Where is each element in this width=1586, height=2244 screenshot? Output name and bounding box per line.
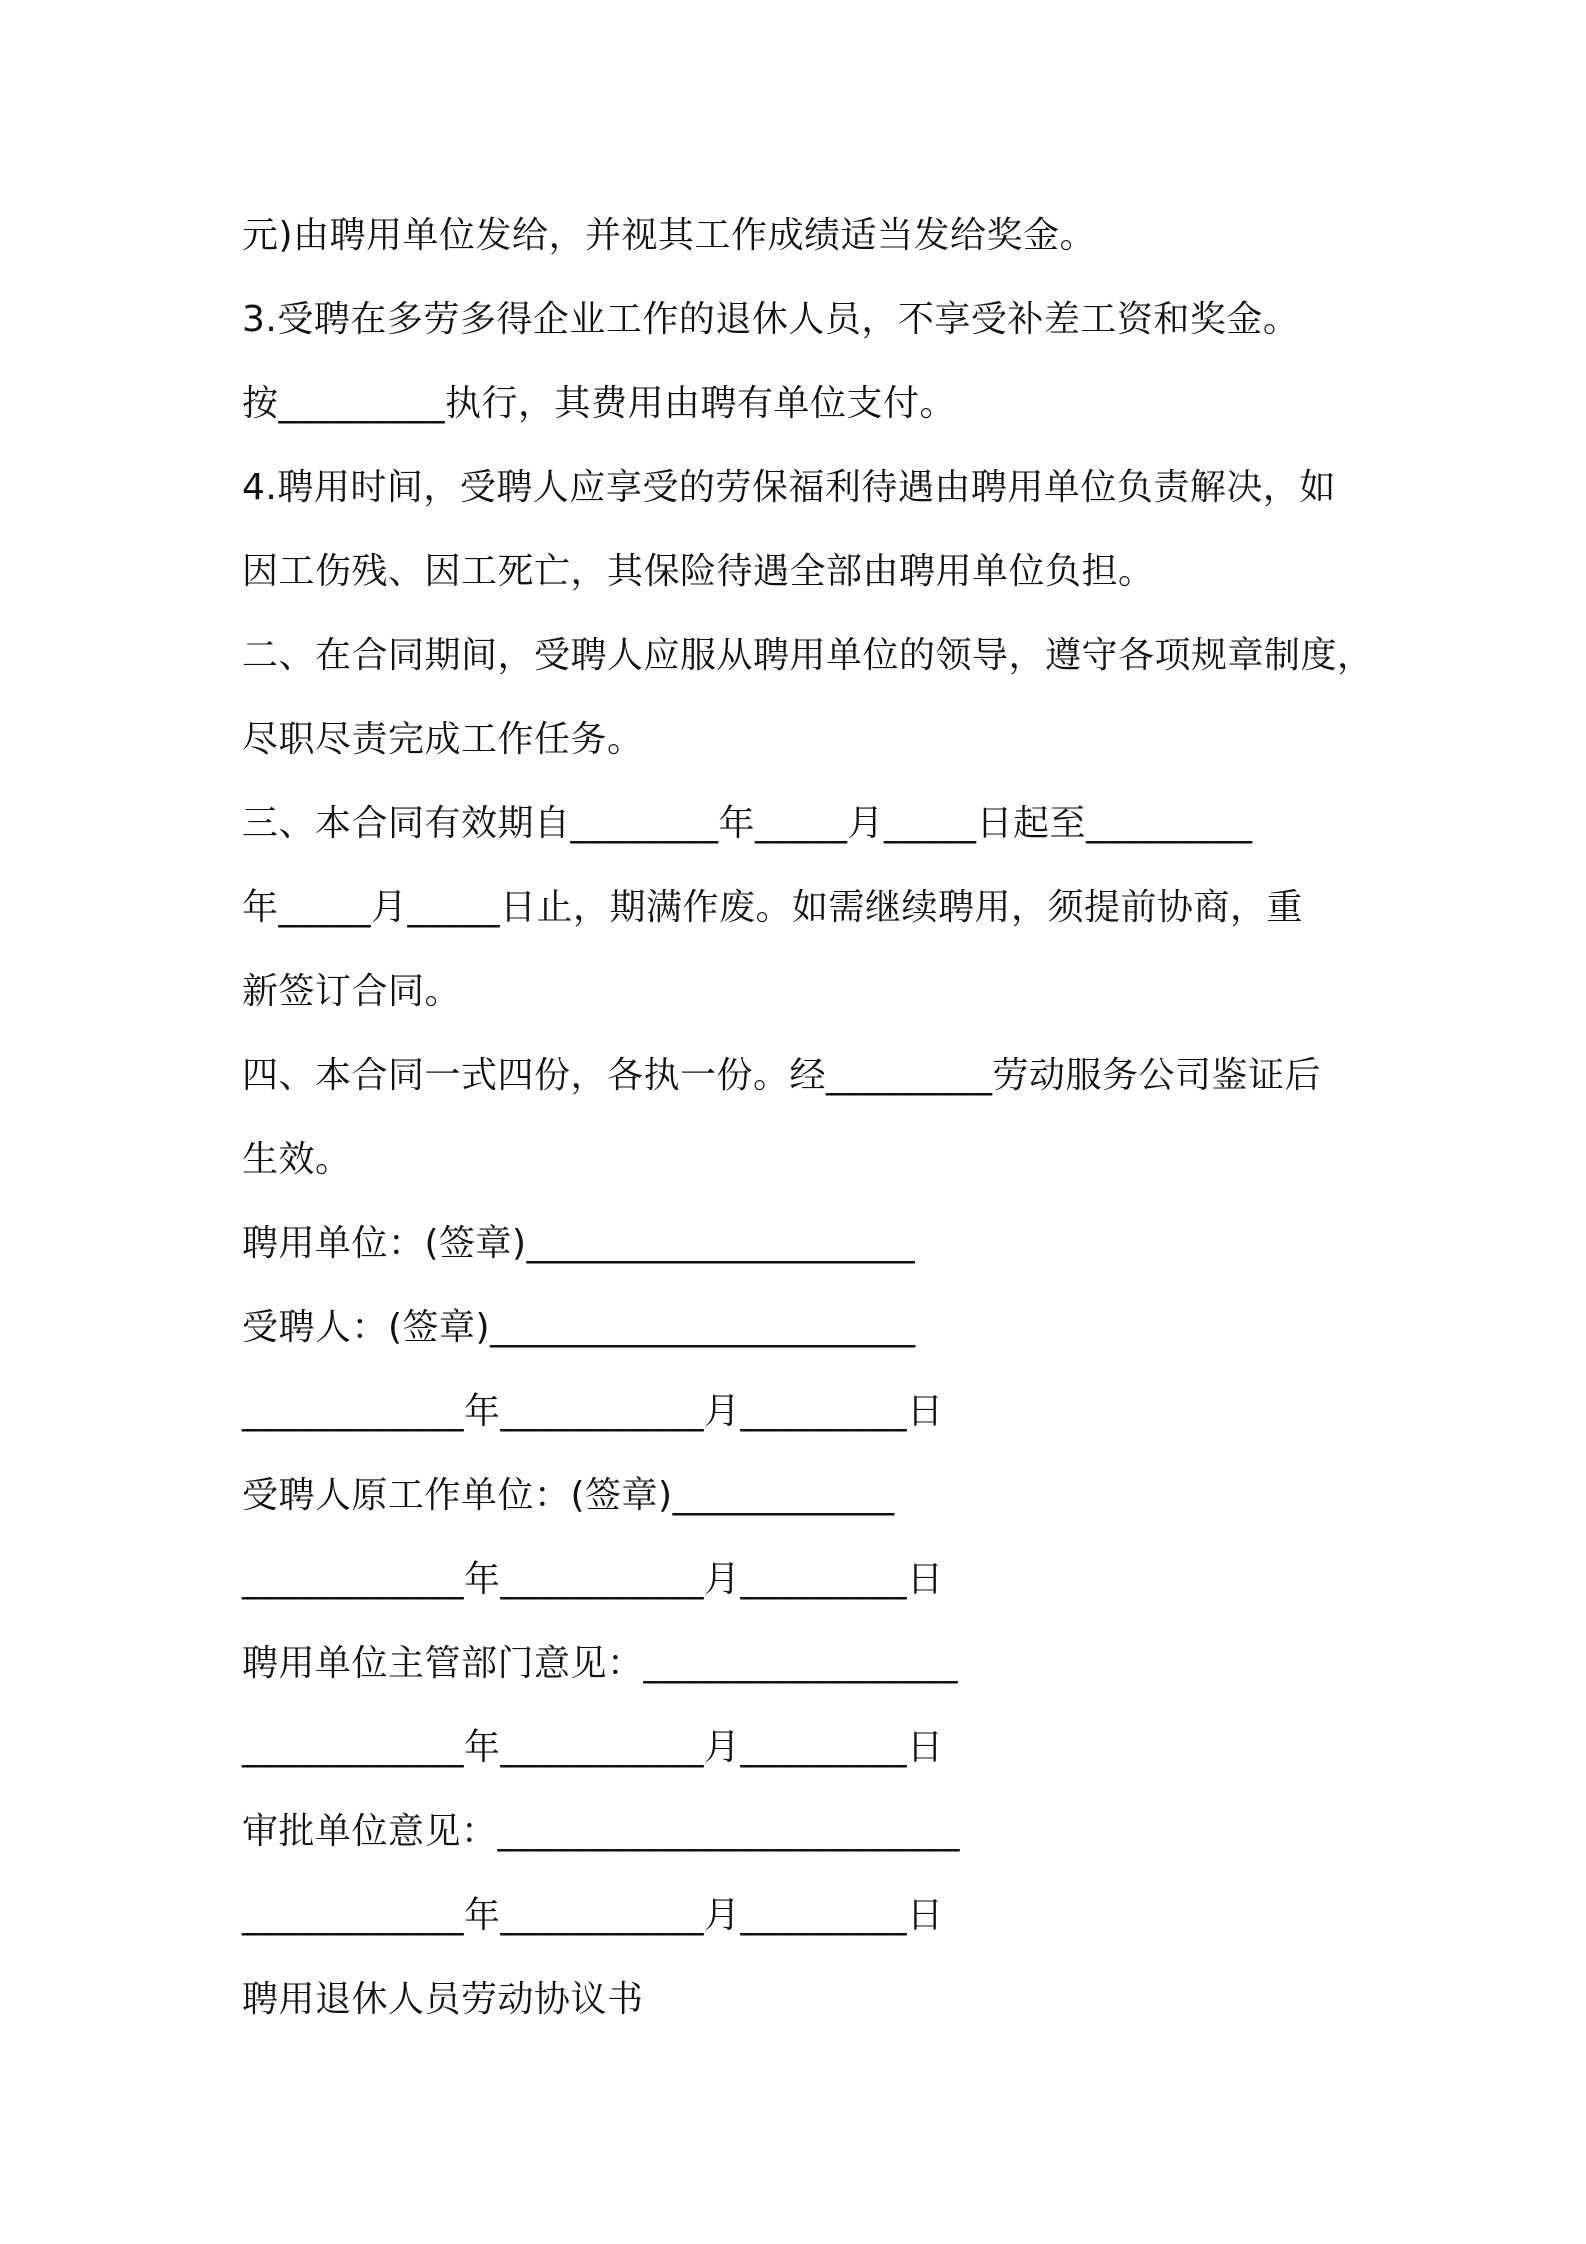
text-line: 元)由聘用单位发给，并视其工作成绩适当发给奖金。	[242, 215, 1097, 256]
text-line: 新签订合同。	[242, 971, 462, 1012]
text-line: 三、本合同有效期自________年_____月_____日起至_________	[242, 803, 1253, 844]
signature-line-employer: 聘用单位：(签章)_____________________	[242, 1223, 916, 1264]
text-line: 四、本合同一式四份，各执一份。经_________劳动服务公司鉴证后	[242, 1055, 1322, 1096]
opinion-line-approval: 审批单位意见：_________________________	[242, 1811, 961, 1852]
text-line: 尽职尽责完成工作任务。	[242, 719, 644, 760]
text-line: 生效。	[242, 1139, 352, 1180]
date-line: ____________年___________月_________日	[242, 1391, 944, 1432]
text-line: 按_________执行，其费用由聘有单位支付。	[242, 383, 957, 424]
text-line: 4.聘用时间，受聘人应享受的劳保福利待遇由聘用单位负责解决，如	[242, 467, 1336, 508]
date-line: ____________年___________月_________日	[242, 1895, 944, 1936]
opinion-line-supervisor: 聘用单位主管部门意见：_________________	[242, 1643, 959, 1684]
text-line: 3.受聘在多劳多得企业工作的退休人员，不享受补差工资和奖金。	[242, 299, 1300, 340]
signature-line-employee: 受聘人：(签章)_______________________	[242, 1307, 916, 1348]
text-line: 年_____月_____日止，期满作废。如需继续聘用，须提前协商，重	[242, 887, 1304, 928]
signature-line-original-employer: 受聘人原工作单位：(签章)____________	[242, 1475, 895, 1516]
text-line: 因工伤残、因工死亡，其保险待遇全部由聘用单位负担。	[242, 551, 1155, 592]
date-line: ____________年___________月_________日	[242, 1727, 944, 1768]
document-body	[242, 194, 1374, 2042]
date-line: ____________年___________月_________日	[242, 1559, 944, 1600]
document-title: 聘用退休人员劳动协议书	[242, 1979, 644, 2020]
text-line: 二、在合同期间，受聘人应服从聘用单位的领导，遵守各项规章制度，	[242, 635, 1374, 676]
